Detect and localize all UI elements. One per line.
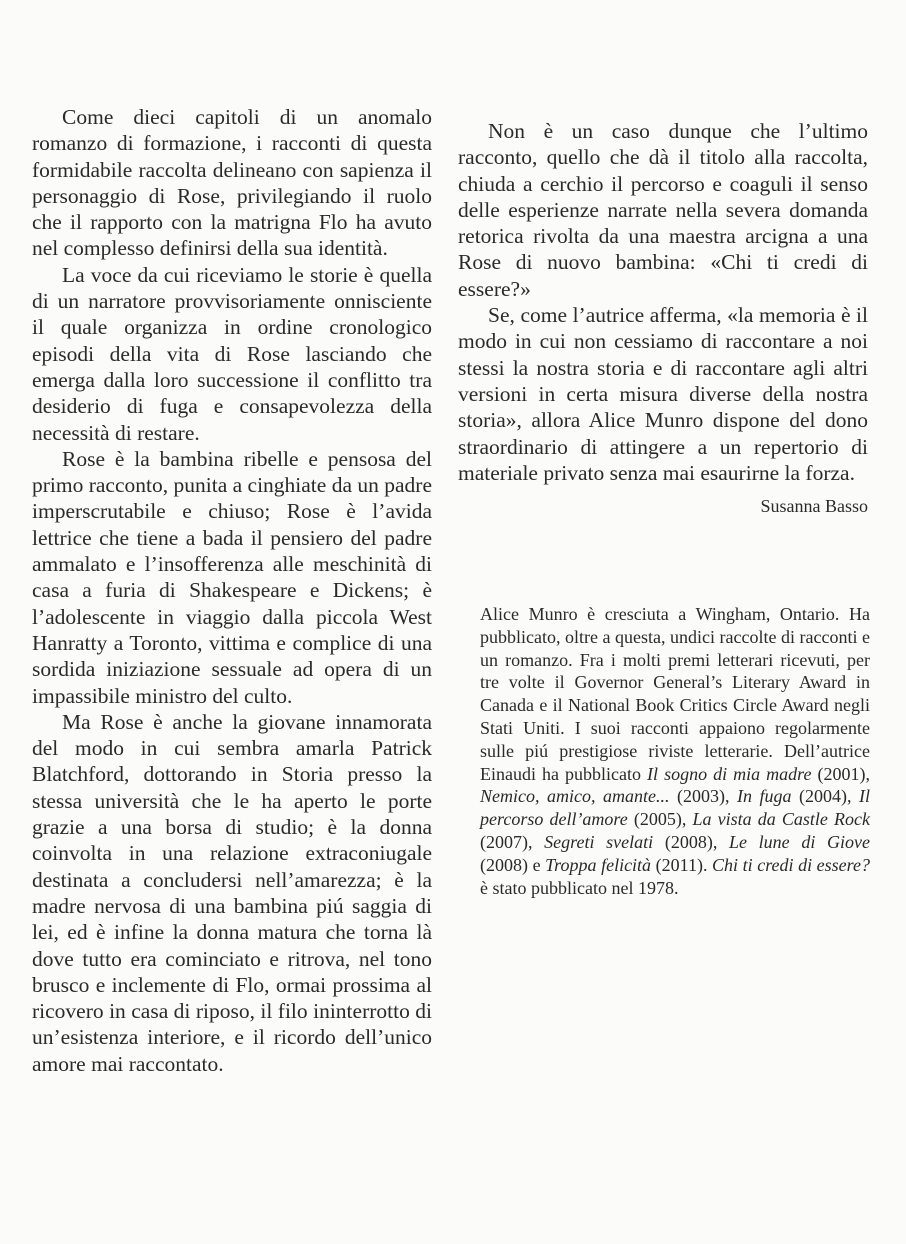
right-column xyxy=(458,118,868,518)
author-bio xyxy=(480,603,870,899)
book-title: Le lune di Giove xyxy=(729,831,870,852)
left-column xyxy=(32,104,432,1077)
bio-text: (2005), xyxy=(627,809,693,830)
author-signature: Susanna Basso xyxy=(760,496,868,517)
bio-text: (2001), xyxy=(811,763,870,784)
book-title: In fuga xyxy=(736,786,792,807)
paragraph: Rose è la bambina ribelle e pensosa del primo racconto, punita a cinghiate da un padre imperscrutabile e chiuso; Rose è l’avida lettrice che tiene a bada il pensiero del padre ammalato e l’insofferenza alle meschinità di casa a furia di Shakespeare e Dickens; è l’adolescente in viaggio dalla piccola West Hanratty a Toronto, vittima e complice di una sordida iniziazione sessuale ad opera di un impassibile ministro del culto. xyxy=(32,446,432,708)
paragraph: Come dieci capitoli di un anomalo romanzo di formazione, i racconti di questa formidabile raccolta delineano con sapienza il personaggio di Rose, privilegiando il ruolo che il rapporto con la matrigna Flo ha avuto nel complesso definirsi della sua identità. xyxy=(32,105,432,261)
bio-text: (2011). xyxy=(651,854,713,875)
bio-text: (2007), xyxy=(480,831,545,852)
book-title: Chi ti credi di essere? xyxy=(712,854,870,875)
paragraph: Ma Rose è anche la giovane innamorata del modo in cui sembra amarla Patrick Blatchford, dottorando in Storia presso la stessa università che le ha aperto le porte grazie a una borsa di studio; è la donna coinvolta in una relazione extraconiugale destinata a concludersi nell’amarezza; è la madre nervosa di una bambina piú saggia di lei, ed è infine la donna matura che torna là dove tutto era cominciato e ritrova, nel tono brusco e inclemente di Flo, ormai prossima al ricovero in casa di riposo, il filo ininterrotto di un’esistenza interiore, e il ricordo dell’unico amore mai raccontato. xyxy=(32,709,432,1076)
book-title: Nemico, amico, amante... xyxy=(480,786,670,807)
book-title: La vista da Castle Rock xyxy=(692,809,870,830)
bio-text: (2004), xyxy=(791,786,859,807)
book-title: Il sogno di mia madre xyxy=(647,763,812,784)
bio-text: (2008) e xyxy=(480,854,546,875)
paragraph: Non è un caso dunque che l’ultimo racconto, quello che dà il titolo alla raccolta, chiuda a cerchio il percorso e coaguli il senso delle esperienze narrate nella severa domanda retorica rivolta da una maestra arcigna a una Rose di nuovo bambina: «Chi ti credi di essere?» xyxy=(458,119,868,301)
bio-text: è stato pubblicato nel 1978. xyxy=(480,877,679,898)
paragraph: La voce da cui riceviamo le storie è quella di un narratore provvisoriamente onnisciente il quale organizza in ordine cronologico episodi della vita di Rose lasciando che emerga dalla loro successione il conflitto tra desiderio di fuga e consapevolezza della necessità di restare. xyxy=(32,262,432,445)
bio-text: Alice Munro è cresciuta a Wingham, Ontario. Ha pubblicato, oltre a questa, undici raccolte di racconti e un romanzo. Fra i molti premi letterari ricevuti, per tre volte il Governor General’s Literary Award in Canada e il National Book Critics Circle Award negli Stati Uniti. I suoi racconti appaiono regolarmente sulle piú prestigiose riviste letterarie. Dell’autrice Einaudi ha pubblicato xyxy=(480,604,870,784)
bio-text: (2003), xyxy=(669,786,737,807)
book-title: Il percorso dell’amore xyxy=(480,786,870,830)
book-title: Troppa felicità xyxy=(545,854,652,875)
paragraph: Se, come l’autrice afferma, «la memoria è il modo in cui non cessiamo di raccontare a noi stessi la nostra storia e di raccontare agli altri versioni in certa misura diverse della nostra storia», allora Alice Munro dispone del dono straordinario di attingere a un repertorio di materiale privato senza mai esaurirne la forza. xyxy=(458,303,868,485)
bio-text: (2008), xyxy=(653,831,729,852)
book-title: Segreti svelati xyxy=(544,831,654,852)
bio-paragraph xyxy=(480,603,870,899)
